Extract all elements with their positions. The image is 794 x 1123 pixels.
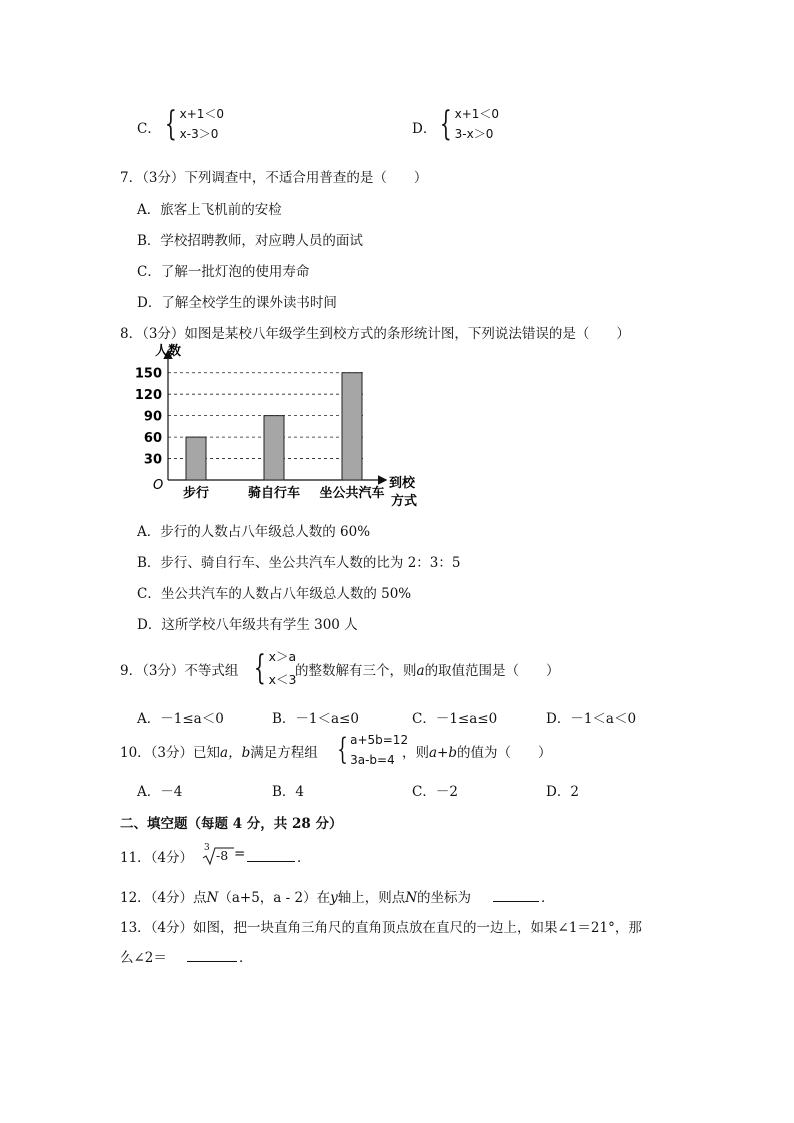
q7-option-c: C．了解一批灯泡的使用寿命 [137, 264, 310, 280]
q12-point2: N [405, 890, 418, 906]
q13-line2-prefix: 么∠2＝ [120, 950, 167, 966]
q6-c-line2: x-3＞0 [179, 127, 219, 141]
q6-c-line1: x+1＜0 [179, 107, 225, 121]
q10-option-a: A．－4 [137, 784, 183, 800]
y-axis-label: 人数 [155, 344, 182, 359]
q8-option-b: B．步行、骑自行车、坐公共汽车人数的比为 2：3：5 [137, 555, 461, 571]
q12-end: ． [541, 890, 555, 906]
x-axis-label-line1: 到校 [389, 476, 416, 491]
q10-expr: a+b [429, 745, 458, 761]
q10-mid: 满足方程组 [250, 745, 318, 761]
q12-answer-blank[interactable] [493, 887, 539, 902]
q9-option-a: A．－1≤a＜0 [137, 711, 224, 727]
section-2-title: 二、填空题（每题 4 分，共 28 分） [120, 816, 343, 832]
left-brace-icon: { [439, 104, 452, 144]
left-brace-icon: { [164, 104, 177, 144]
q9-system [249, 645, 297, 691]
bar [264, 416, 284, 480]
y-tick-label: 150 [135, 366, 162, 382]
q9-sys-line2: x＜3 [268, 672, 297, 687]
q11-root-index: 3 [204, 843, 210, 853]
q12-axis: y [330, 890, 338, 906]
q12-text-b: 在 [316, 890, 331, 906]
x-category-label: 骑自行车 [247, 486, 301, 501]
q8-option-d: D．这所学校八年级共有学生 300 人 [137, 617, 358, 633]
q10-option-d: D．2 [546, 784, 579, 800]
q6-option-c-system [160, 104, 224, 144]
q9-option-d: D．－1＜a＜0 [546, 711, 637, 727]
q10-suffix-b: 的值为（ ） [457, 745, 552, 761]
q11-answer-blank[interactable] [247, 847, 295, 862]
q11-prefix: 11．（4分） [120, 850, 194, 866]
y-tick-labels [135, 367, 162, 468]
y-tick-label: 90 [143, 409, 162, 425]
y-tick-label: 30 [143, 452, 162, 468]
y-tick-label: 120 [135, 388, 162, 404]
q12-point: N [206, 890, 219, 906]
origin-label: O [153, 478, 164, 493]
q7-stem: 7．（3分）下列调查中，不适合用普查的是（ ） [120, 170, 428, 186]
bar [186, 437, 206, 480]
q6-option-d-system [435, 104, 499, 144]
q9-option-b: B．－1＜a≤0 [272, 711, 359, 727]
q13-line1: 13．（4分）如图，把一块直角三角尺的直角顶点放在直尺的一边上，如果∠1＝21°，那 [120, 920, 642, 936]
q7-option-a: A．旅客上飞机前的安检 [137, 202, 282, 218]
bar-chart [135, 340, 435, 510]
q12-text-a: 12．（4分）点 [120, 890, 207, 906]
q10-system [333, 730, 408, 770]
chart-bars [186, 373, 362, 480]
q10-prefix-text: 10．（3分）已知 [120, 745, 221, 761]
q13-answer-blank[interactable] [187, 947, 237, 962]
q9-var: a [416, 663, 425, 679]
q9-option-c: C．－1≤a≤0 [412, 711, 498, 727]
q8-stem: 8．（3分）如图是某校八年级学生到校方式的条形统计图，下列说法错误的是（ ） [120, 326, 630, 342]
q10-prefix [120, 741, 318, 761]
q10-suffix-a: ，则 [402, 745, 429, 761]
left-brace-icon: { [337, 732, 348, 767]
q11-equals: = [234, 846, 246, 862]
q8-option-c: C．坐公共汽车的人数占八年级总人数的 50% [137, 586, 412, 602]
left-brace-icon: { [253, 648, 266, 688]
q12-text [120, 886, 471, 906]
q10-option-c: C．－2 [412, 784, 458, 800]
x-category-label: 步行 [182, 486, 210, 501]
q7-option-b: B．学校招聘教师，对应聘人员的面试 [137, 233, 363, 249]
q10-option-b: B．4 [272, 784, 305, 800]
q11-end: ． [297, 850, 311, 866]
q6-d-line1: x+1＜0 [454, 107, 500, 121]
y-tick-label: 60 [143, 431, 162, 447]
q9-suffix-a: 的整数解有三个，则 [295, 663, 417, 679]
x-axis-label-line2: 方式 [391, 494, 418, 509]
q13-end: ． [239, 950, 253, 966]
q12-text-c: 轴上，则点 [337, 890, 406, 906]
q10-sys-line2: 3a-b=4 [350, 753, 395, 767]
q8-option-a: A．步行的人数占八年级总人数的 60% [137, 524, 371, 540]
q11-radicand: -8 [216, 848, 229, 863]
q9-suffix-b: 的取值范围是（ ） [424, 663, 560, 679]
q7-option-d: D．了解全校学生的课外读书时间 [137, 295, 337, 311]
q6-d-line2: 3-x＞0 [454, 127, 494, 141]
q12-coords: （a+5，a - 2） [218, 890, 317, 906]
q12-text-d: 的坐标为 [417, 890, 472, 906]
q10-vars: a，b [220, 745, 251, 761]
x-category-labels [183, 485, 385, 501]
q9-sys-line1: x＞a [268, 649, 297, 664]
q6-option-c-label: C． [137, 121, 161, 137]
bar [342, 373, 362, 480]
q10-suffix [402, 741, 552, 761]
q6-option-d-label: D． [412, 121, 437, 137]
x-category-label: 坐公共汽车 [319, 486, 385, 501]
q9-prefix: 9．（3分）不等式组 [120, 663, 239, 679]
q9-suffix [295, 659, 560, 679]
q10-sys-line1: a+5b=12 [350, 733, 409, 747]
